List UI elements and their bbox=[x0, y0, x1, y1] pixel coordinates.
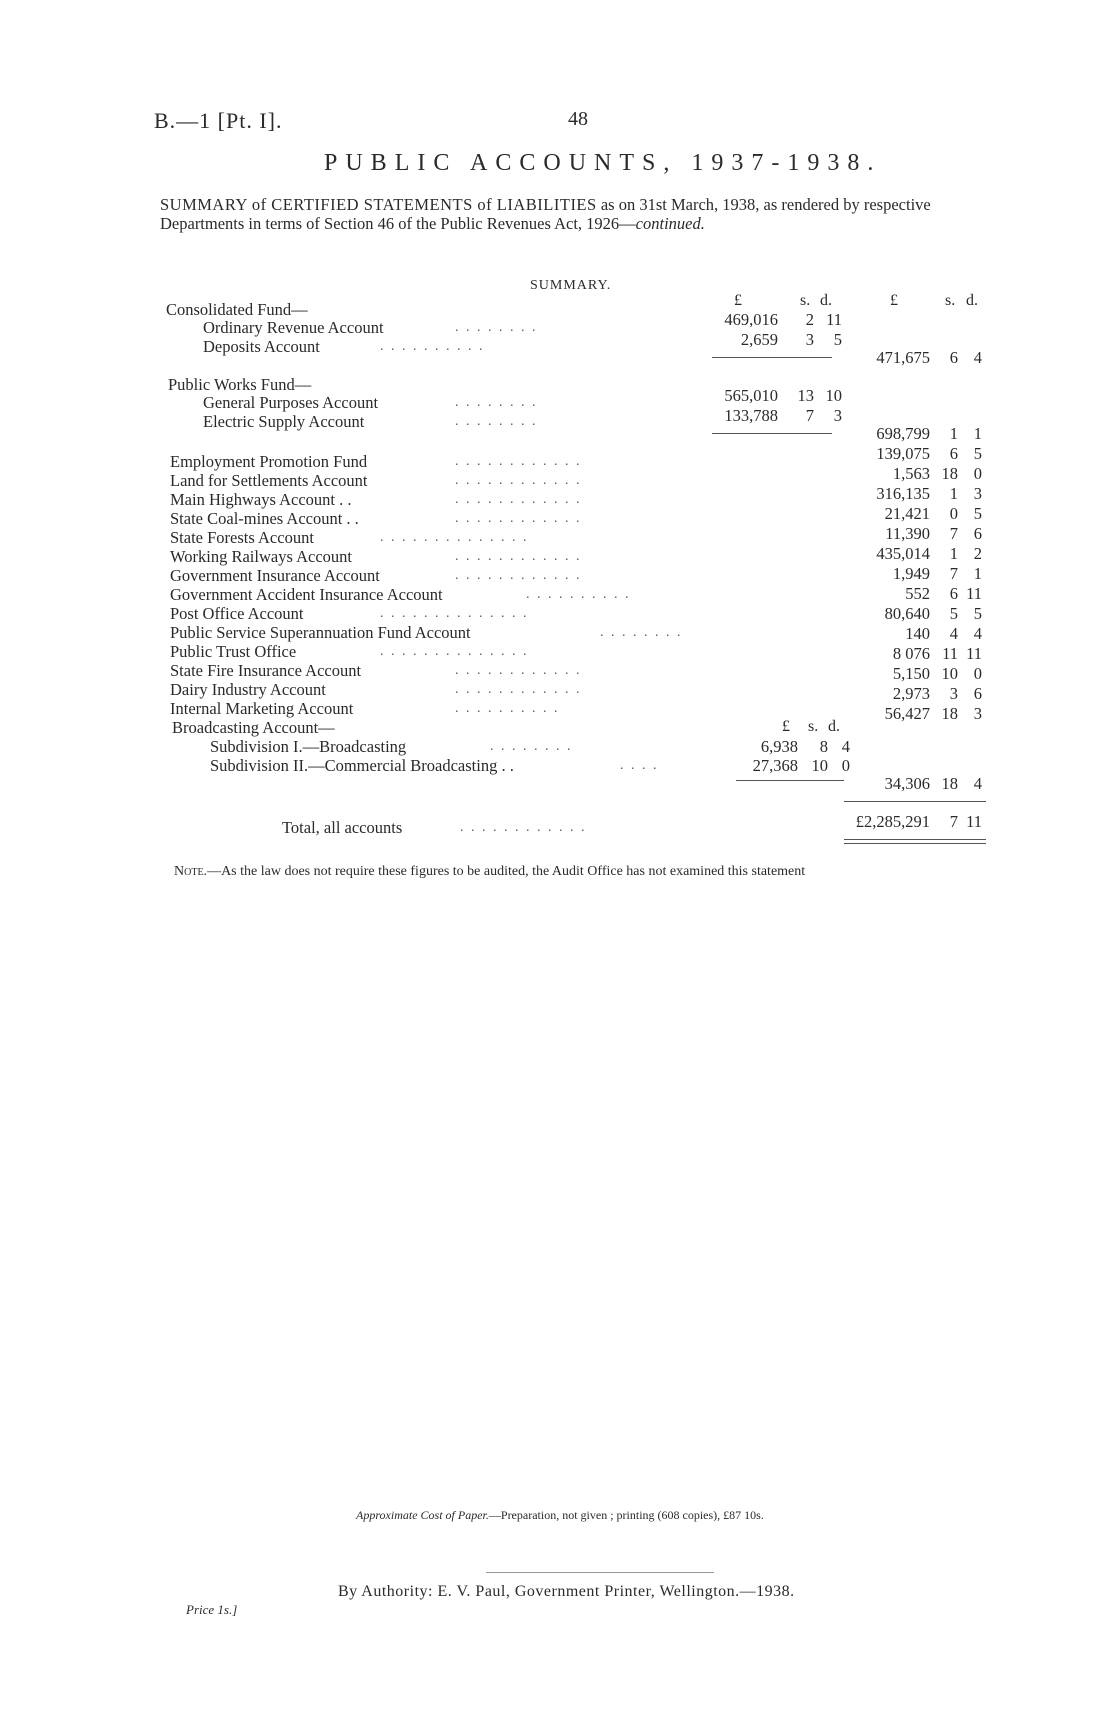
leader-dots: . . . . . . . . . . . . bbox=[455, 473, 582, 488]
account-pounds: 21,421 bbox=[884, 504, 930, 523]
grand-total-shillings: 7 bbox=[949, 812, 958, 831]
account-shillings: 18 bbox=[941, 704, 958, 723]
row-label: Electric Supply Account bbox=[203, 412, 365, 431]
leader-dots: . . . . . . . . . . . . bbox=[455, 568, 582, 583]
summary-intro bbox=[160, 195, 982, 233]
account-label: Government Insurance Account bbox=[170, 566, 380, 585]
leader-dots: . . . . . . . . . . . . bbox=[455, 663, 582, 678]
page-number: 48 bbox=[568, 108, 588, 130]
account-shillings: 3 bbox=[949, 684, 958, 703]
account-pence: 2 bbox=[973, 544, 982, 563]
account-shillings: 5 bbox=[949, 604, 958, 623]
printer-authority: By Authority: E. V. Paul, Government Printer, Wellington.—1938. bbox=[338, 1583, 795, 1600]
sub-pounds-header: £ bbox=[782, 718, 790, 735]
subtotal-shillings: 1 bbox=[949, 424, 958, 443]
amount-shillings: 10 bbox=[811, 756, 828, 775]
account-pounds: 140 bbox=[905, 624, 930, 643]
account-label: State Coal-mines Account . . bbox=[170, 509, 359, 528]
amount-pence: 4 bbox=[841, 737, 850, 756]
account-shillings: 6 bbox=[949, 444, 958, 463]
subtotal-pence: 4 bbox=[973, 774, 982, 793]
account-pounds: 5,150 bbox=[892, 664, 930, 683]
account-shillings: 10 bbox=[941, 664, 958, 683]
subtotal-shillings: 18 bbox=[941, 774, 958, 793]
subtotal-shillings: 6 bbox=[949, 348, 958, 367]
account-pence: 6 bbox=[973, 684, 982, 703]
row-label: Ordinary Revenue Account bbox=[203, 318, 384, 337]
account-shillings: 7 bbox=[949, 524, 958, 543]
account-shillings: 11 bbox=[942, 644, 958, 663]
account-pounds: 2,973 bbox=[892, 684, 930, 703]
authority-rule bbox=[486, 1572, 714, 1573]
account-pounds: 552 bbox=[905, 584, 930, 603]
leader-dots: . . . . . . . . bbox=[455, 395, 538, 410]
cost-line bbox=[356, 1508, 764, 1523]
subtotal-pence: 4 bbox=[973, 348, 982, 367]
account-pounds: 316,135 bbox=[876, 484, 930, 503]
account-shillings: 7 bbox=[949, 564, 958, 583]
amount-pounds: 565,010 bbox=[724, 386, 778, 405]
outer-pounds-header: £ bbox=[890, 292, 898, 309]
row-label: Deposits Account bbox=[203, 337, 320, 356]
amount-shillings: 7 bbox=[805, 406, 814, 425]
intro-lead: SUMMARY of CERTIFIED STATEMENTS of LIABILITIES bbox=[160, 195, 597, 214]
subtotal-pounds: 471,675 bbox=[876, 348, 930, 367]
account-label: State Forests Account bbox=[170, 528, 314, 547]
account-shillings: 1 bbox=[949, 484, 958, 503]
amount-shillings: 3 bbox=[805, 330, 814, 349]
account-label: Dairy Industry Account bbox=[170, 680, 326, 699]
account-shillings: 18 bbox=[941, 464, 958, 483]
account-label: Main Highways Account . . bbox=[170, 490, 352, 509]
leader-dots: . . . . bbox=[620, 758, 659, 773]
total-rule-bottom-1 bbox=[844, 839, 986, 840]
note-lead: Note. bbox=[174, 864, 208, 879]
row-label: Subdivision I.—Broadcasting bbox=[210, 737, 407, 756]
amount-shillings: 8 bbox=[819, 737, 828, 756]
intro-continued: continued. bbox=[635, 214, 705, 233]
account-pence: 11 bbox=[966, 584, 982, 603]
amount-pounds: 133,788 bbox=[724, 406, 778, 425]
account-label: Working Railways Account bbox=[170, 547, 352, 566]
amount-pence: 10 bbox=[825, 386, 842, 405]
account-pence: 6 bbox=[973, 524, 982, 543]
leader-dots: . . . . . . . . . . . . bbox=[455, 511, 582, 526]
amount-pounds: 469,016 bbox=[724, 310, 778, 329]
account-pounds: 80,640 bbox=[884, 604, 930, 623]
account-pence: 3 bbox=[973, 484, 982, 503]
grand-total-pounds: £2,285,291 bbox=[855, 812, 930, 831]
account-pence: 3 bbox=[973, 704, 982, 723]
intro-rest: as on 31st March, 1938, as rendered by respective Departments in terms of Section 46 of the Public Revenues Act, 1926— bbox=[160, 195, 931, 233]
subtotal-rule bbox=[736, 780, 844, 781]
outer-shillings-header: s. bbox=[945, 292, 956, 309]
leader-dots: . . . . . . . . . . . . bbox=[460, 820, 587, 835]
amount-pence: 11 bbox=[826, 310, 842, 329]
sub-shillings-header: s. bbox=[808, 718, 819, 735]
leader-dots: . . . . . . . . . . . . . . bbox=[380, 644, 529, 659]
inner-shillings-header: s. bbox=[800, 292, 811, 309]
document-reference: B.—1 [Pt. I]. bbox=[154, 108, 283, 133]
leader-dots: . . . . . . . . . . bbox=[455, 701, 560, 716]
account-label: Government Accident Insurance Account bbox=[170, 585, 443, 604]
leader-dots: . . . . . . . . . . . . bbox=[455, 492, 582, 507]
account-shillings: 0 bbox=[949, 504, 958, 523]
account-label: Land for Settlements Account bbox=[170, 471, 368, 490]
summary-heading: SUMMARY. bbox=[530, 278, 612, 293]
section-heading: Broadcasting Account— bbox=[172, 718, 335, 737]
leader-dots: . . . . . . . . . . . . bbox=[455, 682, 582, 697]
row-label: Subdivision II.—Commercial Broadcasting . . bbox=[210, 756, 514, 775]
leader-dots: . . . . . . . . bbox=[490, 739, 573, 754]
leader-dots: . . . . . . . . . . . . . . bbox=[380, 606, 529, 621]
subtotal-pounds: 698,799 bbox=[876, 424, 930, 443]
page-title: PUBLIC ACCOUNTS, 1937-1938. bbox=[324, 150, 882, 176]
inner-pounds-header: £ bbox=[734, 292, 742, 309]
leader-dots: . . . . . . . . . . . . bbox=[455, 549, 582, 564]
inner-pence-header: d. bbox=[820, 292, 832, 309]
account-pence: 0 bbox=[973, 664, 982, 683]
subtotal-rule bbox=[712, 357, 832, 358]
account-label: State Fire Insurance Account bbox=[170, 661, 362, 680]
account-pounds: 11,390 bbox=[885, 524, 930, 543]
row-label: General Purposes Account bbox=[203, 393, 379, 412]
cost-lead: Approximate Cost of Paper. bbox=[356, 1508, 489, 1522]
account-pounds: 8 076 bbox=[892, 644, 930, 663]
account-label: Internal Marketing Account bbox=[170, 699, 354, 718]
price-label: Price 1s.] bbox=[186, 1602, 238, 1617]
cost-text: —Preparation, not given ; printing (608 copies), £87 10s. bbox=[488, 1508, 764, 1522]
amount-pounds: 27,368 bbox=[752, 756, 798, 775]
leader-dots: . . . . . . . . bbox=[455, 320, 538, 335]
leader-dots: . . . . . . . . . . bbox=[526, 587, 631, 602]
account-pounds: 1,949 bbox=[892, 564, 930, 583]
subtotal-pounds: 34,306 bbox=[884, 774, 930, 793]
audit-note bbox=[174, 864, 805, 880]
account-pence: 1 bbox=[973, 564, 982, 583]
account-pence: 0 bbox=[973, 464, 982, 483]
leader-dots: . . . . . . . . . . . . bbox=[455, 454, 582, 469]
leader-dots: . . . . . . . . . . bbox=[380, 339, 485, 354]
amount-pence: 3 bbox=[833, 406, 842, 425]
amount-pence: 5 bbox=[833, 330, 842, 349]
grand-total-label: Total, all accounts bbox=[282, 818, 403, 837]
amount-pounds: 2,659 bbox=[740, 330, 778, 349]
amount-pounds: 6,938 bbox=[760, 737, 798, 756]
account-pence: 5 bbox=[973, 504, 982, 523]
total-rule-top bbox=[844, 801, 986, 802]
account-pounds: 1,563 bbox=[892, 464, 930, 483]
account-shillings: 6 bbox=[949, 584, 958, 603]
leader-dots: . . . . . . . . . . . . . . bbox=[380, 530, 529, 545]
account-pence: 5 bbox=[973, 604, 982, 623]
amount-shillings: 13 bbox=[797, 386, 814, 405]
account-label: Employment Promotion Fund bbox=[170, 452, 368, 471]
account-pence: 11 bbox=[966, 644, 982, 663]
account-label: Public Trust Office bbox=[170, 642, 297, 661]
account-pounds: 139,075 bbox=[876, 444, 930, 463]
sub-pence-header: d. bbox=[828, 718, 840, 735]
note-text: —As the law does not require these figures to be audited, the Audit Office has not examined this statement bbox=[207, 864, 806, 879]
amount-shillings: 2 bbox=[805, 310, 814, 329]
leader-dots: . . . . . . . . bbox=[600, 625, 683, 640]
section-heading: Public Works Fund— bbox=[168, 375, 312, 394]
account-shillings: 1 bbox=[949, 544, 958, 563]
outer-pence-header: d. bbox=[966, 292, 978, 309]
account-label: Post Office Account bbox=[170, 604, 304, 623]
section-heading: Consolidated Fund— bbox=[166, 300, 308, 319]
account-pounds: 56,427 bbox=[884, 704, 930, 723]
grand-total-pence: 11 bbox=[966, 812, 982, 831]
total-rule-bottom-2 bbox=[844, 843, 986, 844]
leader-dots: . . . . . . . . bbox=[455, 414, 538, 429]
subtotal-rule bbox=[712, 433, 832, 434]
account-shillings: 4 bbox=[949, 624, 958, 643]
amount-pence: 0 bbox=[841, 756, 850, 775]
account-label: Public Service Superannuation Fund Account bbox=[170, 623, 471, 642]
account-pence: 5 bbox=[973, 444, 982, 463]
account-pounds: 435,014 bbox=[876, 544, 930, 563]
subtotal-pence: 1 bbox=[973, 424, 982, 443]
account-pence: 4 bbox=[973, 624, 982, 643]
